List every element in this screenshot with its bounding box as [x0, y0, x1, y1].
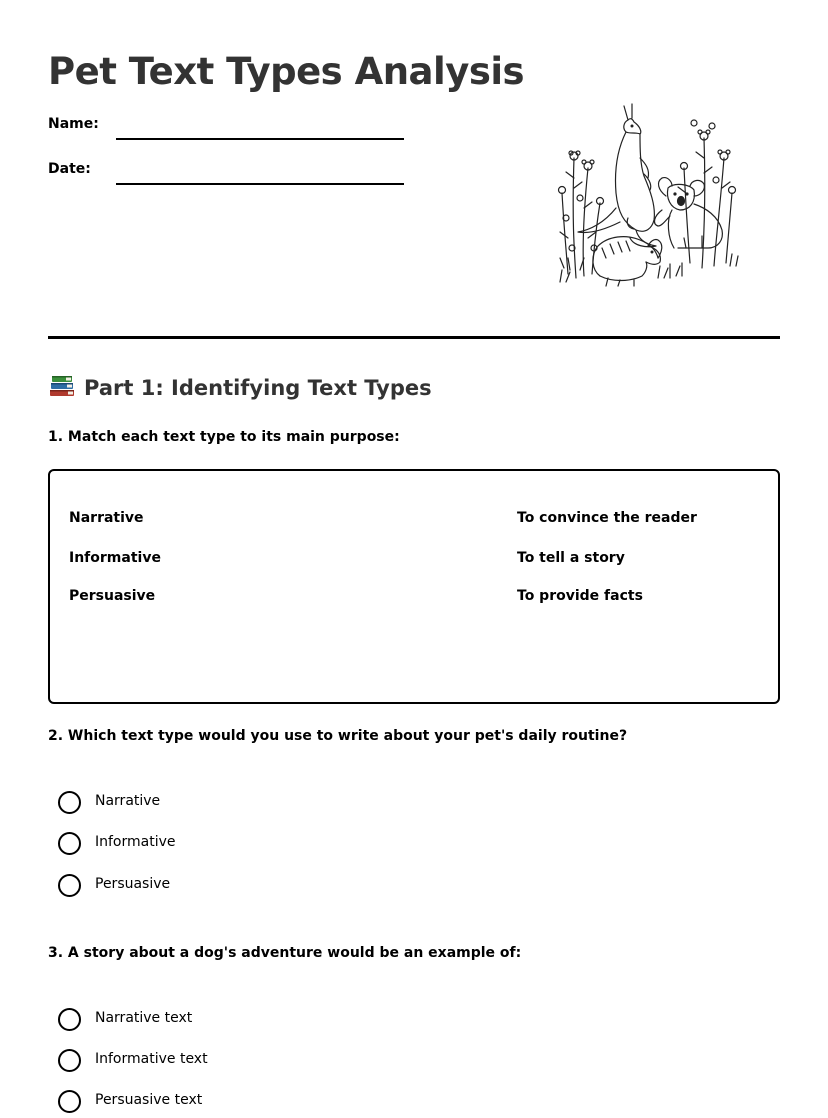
radio-button[interactable] [58, 1008, 81, 1031]
radio-button[interactable] [58, 791, 81, 814]
radio-button[interactable] [58, 832, 81, 855]
match-type-narrative[interactable]: Narrative [69, 510, 144, 526]
name-label: Name: [48, 116, 99, 132]
question-2: 2. Which text type would you use to write about your pet's daily routine? [48, 728, 628, 744]
question-1: 1. Match each text type to its main purpose: [48, 429, 400, 445]
worksheet-page [48, 0, 780, 1118]
matching-box [48, 469, 780, 704]
radio-button[interactable] [58, 1090, 81, 1113]
date-input-line[interactable] [116, 183, 404, 185]
match-type-informative[interactable]: Informative [69, 550, 161, 566]
option-label: Informative text [95, 1051, 208, 1067]
grass-icon [560, 254, 738, 282]
radio-button[interactable] [58, 874, 81, 897]
radio-button[interactable] [58, 1049, 81, 1072]
option-label: Persuasive text [95, 1092, 203, 1108]
match-purpose-story[interactable]: To tell a story [517, 550, 625, 566]
option-label: Narrative text [95, 1010, 193, 1026]
match-type-persuasive[interactable]: Persuasive [69, 588, 156, 604]
australian-animals-illustration [554, 98, 740, 288]
option-label: Informative [95, 834, 176, 850]
match-purpose-facts[interactable]: To provide facts [517, 588, 643, 604]
option-label: Narrative [95, 793, 161, 809]
part1-title: Part 1: Identifying Text Types [84, 376, 432, 400]
option-label: Persuasive [95, 876, 171, 892]
part1-heading [48, 372, 432, 404]
wombat-icon [593, 237, 662, 286]
page-title: Pet Text Types Analysis [48, 50, 525, 93]
name-input-line[interactable] [116, 138, 404, 140]
books-icon [48, 372, 76, 400]
question-3: 3. A story about a dog's adventure would be an example of: [48, 945, 522, 961]
date-label: Date: [48, 161, 91, 177]
match-purpose-convince[interactable]: To convince the reader [517, 510, 697, 526]
flowers-left-icon [559, 151, 604, 278]
section-divider [48, 336, 780, 339]
kangaroo-icon [578, 104, 656, 247]
